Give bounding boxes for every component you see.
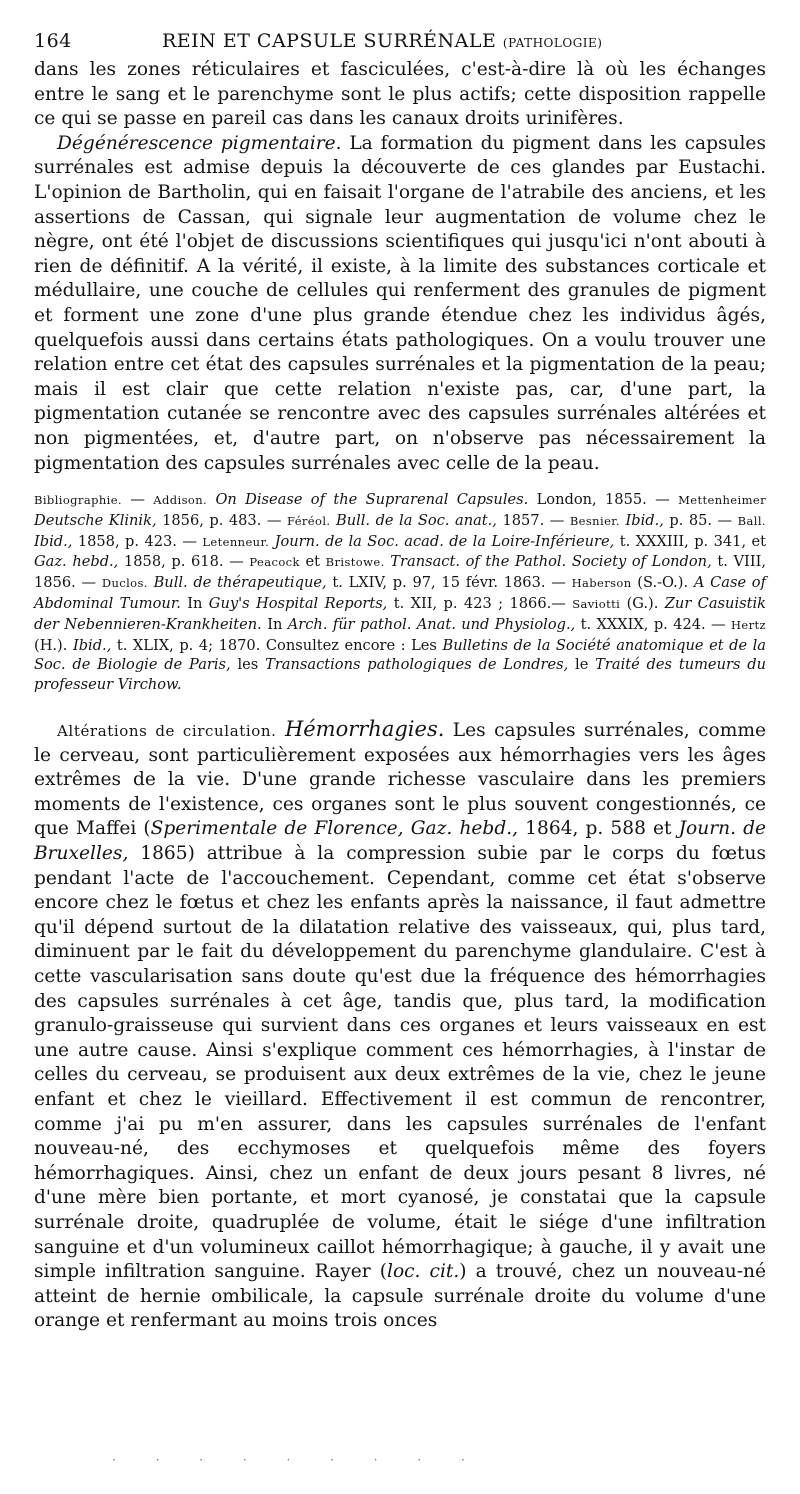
- biblio-title: Zur Casuistik der Nebennieren-Krankheiten.: [34, 595, 766, 633]
- running-title: REIN ET CAPSULE SURRÉNALE (PATHOLOGIE): [162, 30, 603, 52]
- biblio-title: Transactions pathologiques de Londres,: [265, 656, 569, 674]
- biblio-title: Bull. de la Soc. anat.,: [330, 511, 497, 529]
- page-number: 164: [34, 30, 72, 52]
- biblio-title: Guy's Hospital Reports,: [208, 595, 388, 613]
- pigment-paragraph: [34, 132, 766, 476]
- biblio-title: On Disease of the Suprarenal Capsules.: [207, 491, 529, 509]
- biblio-title: Journ. de la Soc. acad. de la Loire-Inférieure,: [269, 532, 615, 550]
- bibliography: Bibliographie. — Addison. On Disease of the Suprarenal Capsules. London, 1855. — Mettenheimer Deutsche Klinik, 1856, p. 483. — Féréol. Bull. de la Soc. anat., 1857. — Besnier. Ibid., p. 85. — Ball. Ibid., 1858, p. 423. — Letenneur. Journ. de la Soc. acad. de la Loire-Inférieure, t. XXXIII, p. 341, et Gaz. hebd., 1858, p. 618. — Peacock et Bristowe. Transact. of the Pathol. Society of London, t. VIII, 1856. — Duclos. Bull. de thérapeutique, t. LXIV, p. 97, 15 févr. 1863. — Haberson (S.-O.). A Case of Abdominal Tumour. In Guy's Hospital Reports, t. XII, p. 423 ; 1866.— Saviotti (G.). Zur Casuistik der Nebennieren-Krankheiten. In Arch. für pathol. Anat. und Physiolog., t. XXXIX, p. 424. — Hertz (H.). Ibid., t. XLIX, p. 4; 1870. Consultez encore : Les Bulletins de la Société anatomique et de la Soc. de Biologie de Paris, les Transactions pathologiques de Londres, le Traité des tumeurs du professeur Virchow.: [34, 491, 767, 694]
- biblio-title: Deutsche Klinik,: [34, 511, 157, 529]
- circulation-ref: loc. cit.: [387, 1261, 460, 1283]
- biblio-title: Bull. de thérapeutique,: [147, 574, 327, 592]
- biblio-author: Hertz: [731, 617, 767, 632]
- biblio-title: Gaz. hebd.,: [34, 553, 119, 571]
- biblio-title: Bulletins de la Société anatomique et de la Soc. de Biologie de Paris,: [34, 636, 767, 674]
- biblio-title: Traité des tumeurs du professeur Virchow.: [34, 656, 766, 694]
- biblio-title: Transact. of the Pathol. Society of London,: [384, 553, 712, 571]
- biblio-author: Féréol.: [286, 513, 331, 528]
- biblio-title: Arch. für pathol. Anat. und Physiolog.,: [287, 615, 576, 633]
- biblio-author: Peacock: [249, 555, 300, 570]
- biblio-author: Saviotti: [572, 597, 621, 612]
- circulation-title: Altérations de circulation.: [57, 722, 277, 741]
- biblio-author: Ball.: [737, 513, 766, 528]
- scan-specks: · · · · · · · · ·: [112, 1453, 483, 1467]
- bibliography-label: Bibliographie.: [34, 493, 122, 508]
- page: [34, 30, 766, 1334]
- running-header: [34, 30, 766, 58]
- biblio-title: Ibid.,: [619, 511, 664, 529]
- biblio-author: Haberson: [571, 576, 632, 591]
- biblio-author: Duclos.: [101, 576, 148, 591]
- pigment-heading: Dégénérescence pigmentaire.: [57, 132, 342, 154]
- running-subtitle: (PATHOLOGIE): [502, 36, 603, 50]
- biblio-author: Besnier.: [569, 513, 620, 528]
- biblio-title: Ibid.,: [72, 636, 112, 654]
- biblio-author: Mettenheimer: [678, 493, 766, 508]
- circulation-ref: Journ. de Bruxelles,: [34, 818, 767, 865]
- pigment-text: La formation du pigment dans les capsules surrénales est admise depuis la découverte de ces glandes par Eustachi. L'opinion de Bartholin, qui en faisait l'organe de l'atrabile des anciens, et les assertions de Cassan, qui signale leur augmentation de volume chez le nègre, ont été l'objet de discussions scientifiques qui jusqu'ici n'ont abouti à rien de définitif. A la vérité, il existe, à la limite des substances corticale et médullaire, une couche de cellules qui renferment des granules de pigment et forment une zone d'une plus grande étendue chez les individus âgés, quelquefois aussi dans certains états pathologiques. On a voulu trouver une relation entre cet état des capsules surrénales et la pigmentation de la peau; mais il est clair que cette relation n'existe pas, car, d'une part, la pigmentation cutanée se rencontre avec des capsules surrénales altérées et non pigmentées, et, d'autre part, on n'observe pas nécessairement la pigmentation des capsules surrénales avec celle de la peau.: [34, 132, 766, 474]
- biblio-title: A Case of Abdominal Tumour.: [34, 574, 766, 613]
- biblio-title: Ibid.,: [34, 532, 73, 550]
- biblio-author: Bristowe.: [325, 555, 385, 570]
- intro-paragraph: dans les zones réticulaires et fasciculées, c'est-à-dire là où les échanges entre le sang et le parenchyme sont le plus actifs; cette disposition rappelle ce qui se passe en pareil cas dans les canaux droits urinifères.: [34, 59, 766, 130]
- circulation-ref: Sperimentale de Florence, Gaz. hebd.,: [150, 818, 519, 840]
- circulation-subtitle: Hémorrhagies.: [284, 717, 445, 742]
- biblio-author: Letenneur.: [202, 534, 270, 549]
- circulation-paragraph: Altérations de circulation. Hémorrhagies. Les capsules surrénales, comme le cerveau, sont particulièrement exposées aux hémorrhagies vers les âges extrêmes de la vie. D'une grande richesse vasculaire dans les premiers moments de l'existence, ces organes sont le plus souvent congestionnés, ce que Maffei (Sperimentale de Florence, Gaz. hebd., 1864, p. 588 et Journ. de Bruxelles, 1865) attribue à la compression subie par le corps du fœtus pendant l'acte de l'accouchement. Cependant, comme cet état s'observe encore chez le fœtus et chez les enfants après la naissance, il faut admettre qu'il dépend surtout de la dilatation relative des vaisseaux, qui, plus tard, diminuent par le fait du développement du parenchyme glandulaire. C'est à cette vascularisation sans doute qu'est due la fréquence des hémorrhagies des capsules surrénales à cet âge, tandis que, plus tard, la modification granulo-graisseuse qui survient dans ces organes et leurs vaisseaux en est une autre cause. Ainsi s'explique comment ces hémorrhagies, à l'instar de celles du cerveau, se produisent aux deux extrêmes de la vie, chez le jeune enfant et chez le vieillard. Effectivement il est commun de rencontrer, comme j'ai pu m'en assurer, dans les capsules surrénales de l'enfant nouveau-né, des ecchymoses et quelquefois même des foyers hémorrhagiques. Ainsi, chez un enfant de deux jours pesant 8 livres, né d'une mère bien portante, et mort cyanosé, je constatai que la capsule surrénale droite, quadruplée de volume, était le siége d'une infiltration sanguine et d'un volumineux caillot hémorrhagique; à gauche, il y avait une simple infiltration sanguine. Rayer (loc. cit.) a trouvé, chez un nouveau-né atteint de hernie ombilicale, la capsule surrénale droite du volume d'une orange et renfermant au moins trois onces: [34, 717, 767, 1332]
- biblio-author: Addison.: [153, 493, 208, 508]
